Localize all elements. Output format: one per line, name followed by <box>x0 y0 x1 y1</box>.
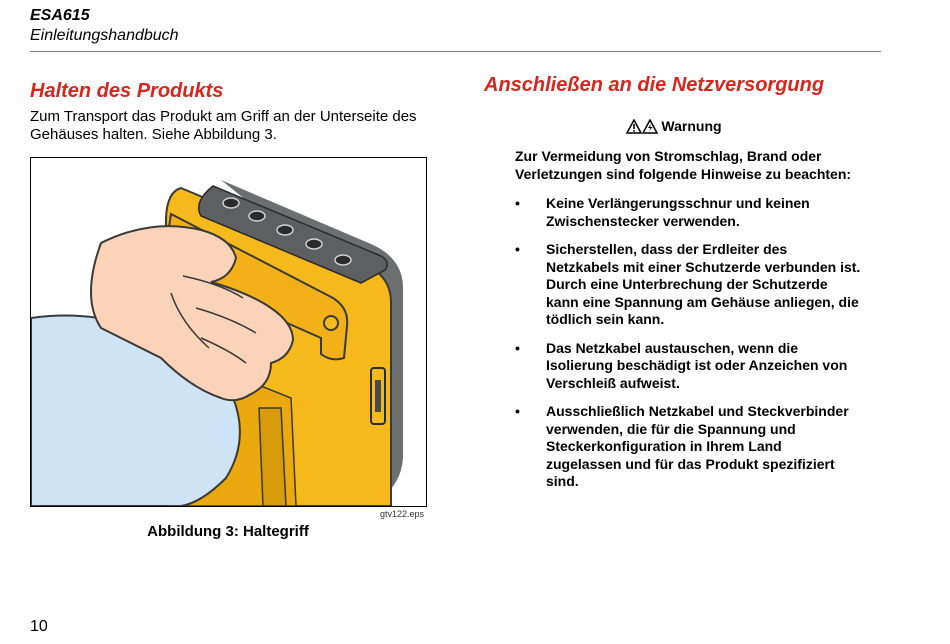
right-column <box>484 72 864 502</box>
warning-text: Zur Vermeidung von Stromschlag, Brand oder Verletzungen sind folgende Hinweise zu beachten: <box>515 148 852 182</box>
warning-label: Warnung <box>661 118 722 134</box>
list-item-text: Ausschließlich Netzkabel und Steckverbinder verwenden, die für die Spannung und Steckerkonfiguration in Ihrem Land zugelassen und für das Produkt spezifiziert sind. <box>546 403 849 489</box>
figure-file-id: gtv122.eps <box>380 509 425 519</box>
document-title: Einleitungshandbuch <box>30 27 179 44</box>
warning-heading <box>484 118 864 140</box>
warning-list <box>484 195 864 491</box>
holding-intro-text: Zum Transport das Produkt am Griff an der Unterseite des Gehäuses halten. Siehe Abbildung 3. <box>30 108 417 143</box>
section-heading-power: Anschließen an die Netzversorgung <box>484 74 825 96</box>
page-header <box>30 6 179 46</box>
warning-triangle-icon <box>626 119 642 137</box>
list-item-text: Sicherstellen, dass der Erdleiter des Netzkabels mit einer Schutzerde verbunden ist. Durch eine Unterbrechung der Schutzerde kann eine Spannung am Gehäuse anliegen, die tödlich sein kann. <box>546 241 861 327</box>
bullet: • <box>515 195 520 211</box>
list-item <box>484 340 861 393</box>
section-heading-holding: Halten des Produkts <box>30 80 224 102</box>
list-item <box>484 241 861 329</box>
electric-shock-triangle-icon <box>642 119 658 137</box>
list-item-text: Das Netzkabel austauschen, wenn die Isolierung beschädigt ist oder Anzeichen von Verschleiß aufweist. <box>546 339 848 391</box>
figure-caption: Abbildung 3: Haltegriff <box>147 523 309 540</box>
list-item <box>484 403 861 491</box>
list-item <box>484 195 861 230</box>
header-rule <box>30 51 881 52</box>
product-name: ESA615 <box>30 7 90 24</box>
bullet: • <box>515 403 520 419</box>
list-item-text: Keine Verlängerungsschnur und keinen Zwischenstecker verwenden. <box>546 195 810 229</box>
left-column <box>30 78 430 144</box>
page-number: 10 <box>30 618 48 635</box>
bullet: • <box>515 339 520 356</box>
bullet: • <box>515 241 520 257</box>
hand-holding-device-illustration <box>31 158 426 506</box>
figure-3-frame <box>30 157 427 507</box>
